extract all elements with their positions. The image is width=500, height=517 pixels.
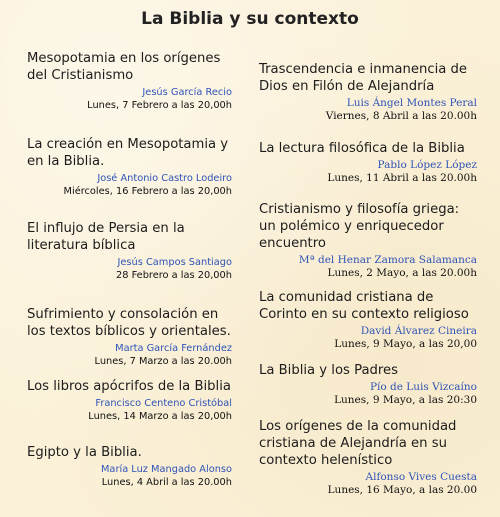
lecture-entry [259, 362, 477, 407]
lecture-date: Lunes, 9 Mayo, a las 20,00 [334, 338, 477, 350]
lecture-date: Lunes, 7 Marzo a las 20.00h [94, 356, 232, 367]
lecture-author: Francisco Centeno Cristóbal [95, 398, 232, 409]
lecture-entry [259, 61, 477, 123]
lecture-author: José Antonio Castro Lodeiro [97, 173, 232, 184]
lecture-date: Viernes, 8 Abril a las 20.00h [325, 110, 477, 122]
lecture-date: Lunes, 14 Marzo a las 20,00h [88, 411, 232, 422]
lecture-date: Lunes, 9 Mayo, a las 20:30 [334, 394, 477, 406]
lecture-author: Marta García Fernández [115, 343, 232, 354]
lecture-date: Miércoles, 16 Febrero a las 20,00h [63, 186, 232, 197]
lecture-title: La creación en Mesopotamia y en la Biblia. [27, 137, 229, 169]
page-title: La Biblia y su contexto [141, 9, 359, 29]
lecture-title: Sufrimiento y consolación en los textos bíblicos y orientales. [27, 307, 231, 339]
lecture-date: Lunes, 16 Mayo, a las 20.00 [327, 484, 477, 496]
lecture-title: Mesopotamia en los orígenes del Cristianismo [27, 51, 221, 83]
lecture-entry [259, 140, 477, 185]
lecture-title: La Biblia y los Padres [259, 363, 399, 378]
lecture-author: Mª del Henar Zamora Salamanca [298, 254, 477, 266]
lecture-author: Pablo López López [377, 159, 477, 171]
lecture-title: Los libros apócrifos de la Biblia [27, 379, 231, 394]
lecture-author: David Álvarez Cineira [360, 325, 477, 337]
lecture-entry [27, 50, 232, 112]
lecture-author: Pío de Luis Vizcaíno [369, 381, 477, 393]
lecture-date: Lunes, 11 Abril a las 20.00h [327, 172, 477, 184]
lecture-title: La lectura filosófica de la Biblia [259, 141, 465, 156]
lecture-title: Trascendencia e inmanencia de Dios en Filón de Alejandría [259, 62, 467, 94]
lecture-entry [27, 378, 232, 423]
lecture-author: Jesús García Recio [142, 87, 232, 98]
lecture-entry [259, 418, 477, 497]
lecture-author: María Luz Mangado Alonso [100, 464, 232, 475]
lecture-title: La comunidad cristiana de Corinto en su contexto religioso [259, 290, 469, 322]
lecture-entry [27, 220, 232, 282]
lecture-title: El influjo de Persia en la literatura bíblica [27, 221, 185, 253]
lecture-date: Lunes, 2 Mayo, a las 20.00h [327, 267, 477, 279]
lecture-author: Jesús Campos Santiago [117, 257, 232, 268]
lecture-date: Lunes, 4 Abril a las 20.00h [101, 477, 232, 488]
lecture-entry [27, 306, 232, 368]
lecture-title: Egipto y la Biblia. [27, 445, 142, 460]
lecture-date: 28 Febrero a las 20,00h [115, 270, 232, 281]
lecture-author: Alfonso Vives Cuesta [365, 471, 477, 483]
lecture-date: Lunes, 7 Febrero a las 20,00h [87, 100, 232, 111]
lecture-entry [259, 289, 477, 351]
lecture-entry [259, 201, 477, 280]
lecture-entry [27, 444, 232, 489]
lecture-title: Los orígenes de la comunidad cristiana de Alejandría en su contexto helenístico [259, 419, 457, 468]
lecture-author: Luis Ángel Montes Peral [346, 97, 477, 109]
lecture-entry [27, 136, 232, 198]
lecture-title: Cristianismo y filosofía griega: un polémico y enriquecedor encuentro [259, 202, 460, 251]
